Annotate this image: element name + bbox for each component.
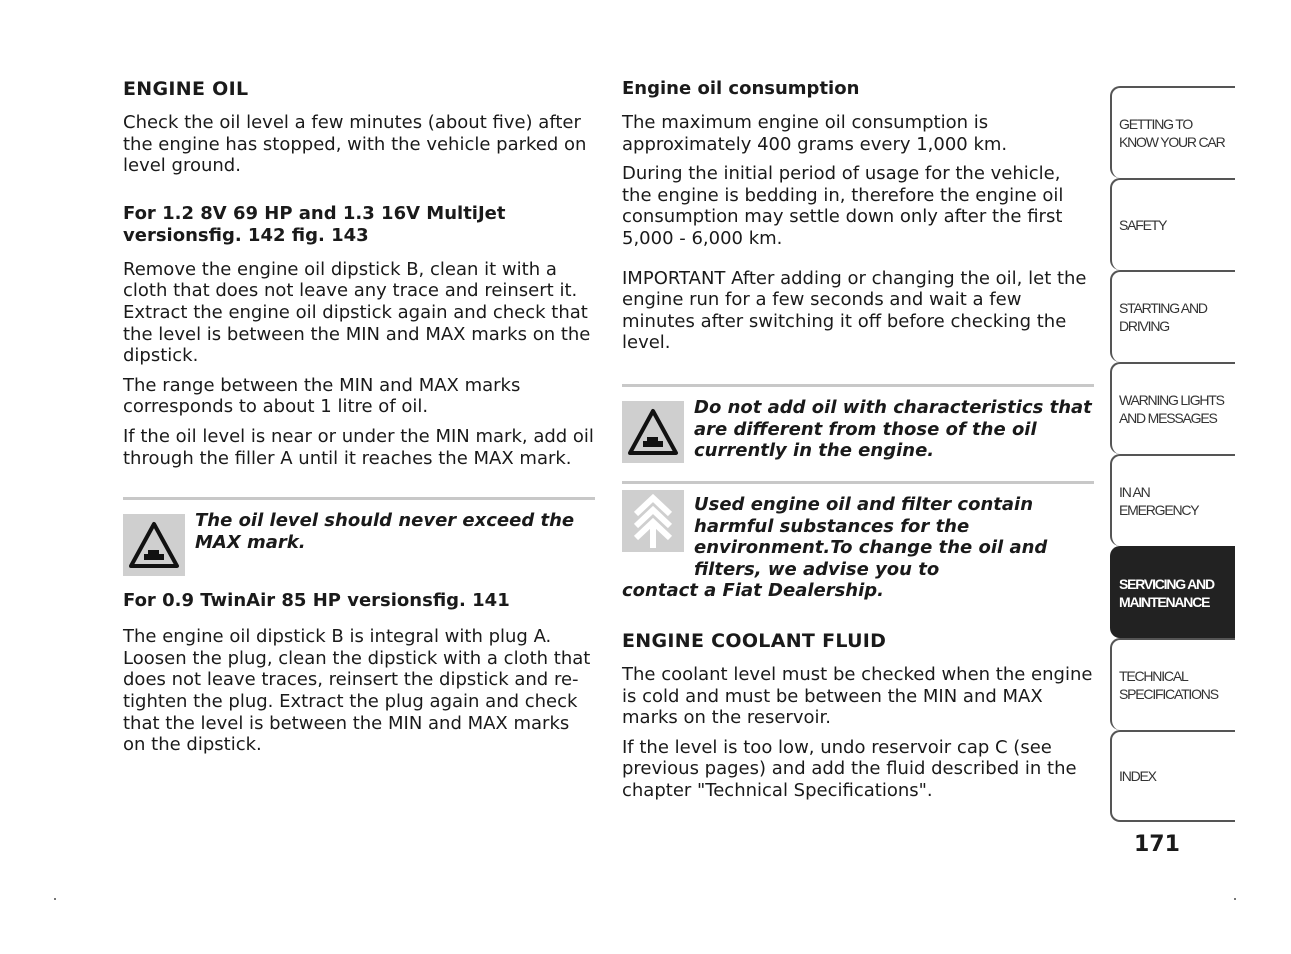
tab-label: GETTING TO KNOW YOUR CAR bbox=[1119, 116, 1225, 150]
tab-safety[interactable] bbox=[1110, 178, 1235, 270]
chapter-tabs bbox=[1110, 86, 1235, 822]
warning-text: The oil level should never exceed the MAX mark. bbox=[195, 510, 575, 553]
section-title-engine-oil: ENGINE OIL bbox=[123, 78, 249, 100]
tab-starting-driving[interactable] bbox=[1110, 270, 1235, 362]
tab-label: TECHNICAL SPECIFICATIONS bbox=[1119, 668, 1218, 702]
paragraph: During the initial period of usage for the vehicle, the engine is bedding in, therefore the engine oil consumption may settle down only after the first 5,000 - 6,000 km. bbox=[622, 163, 1064, 249]
left-column bbox=[123, 78, 595, 764]
paragraph: The range between the MIN and MAX marks corresponds to about 1 litre of oil. bbox=[123, 374, 521, 418]
paragraph: The engine oil dipstick B is integral with plug A. Loosen the plug, clean the dipstick with a cloth that does not leave traces, reinsert the dipstick and re-tighten the plug. Extract the plug again and check that the level is between the MIN and MAX marks on the dipstick. bbox=[123, 626, 591, 756]
paragraph: Check the oil level a few minutes (about five) after the engine has stopped, with the vehicle parked on level ground. bbox=[123, 112, 587, 177]
tab-index[interactable] bbox=[1110, 730, 1235, 822]
paragraph: IMPORTANT After adding or changing the oil, let the engine run for a few seconds and wait a few minutes after switching it off before checking the level. bbox=[622, 267, 1087, 354]
tab-getting-to-know[interactable] bbox=[1110, 86, 1235, 178]
tab-emergency[interactable] bbox=[1110, 454, 1235, 546]
environment-box bbox=[622, 481, 1094, 602]
tab-label: SAFETY bbox=[1119, 217, 1167, 233]
subheading-versions: For 1.2 8V 69 HP and 1.3 16V MultiJet versionsfig. 142 fig. 143 bbox=[123, 202, 506, 246]
section-title-coolant: ENGINE COOLANT FLUID bbox=[622, 629, 887, 652]
warning-box bbox=[123, 497, 595, 576]
warning-text: Do not add oil with characteristics that are different from those of the oil currently in the engine. bbox=[694, 396, 1092, 462]
tab-servicing-maintenance[interactable] bbox=[1110, 546, 1235, 638]
tab-label: INDEX bbox=[1119, 768, 1156, 784]
environment-text: Used engine oil and filter contain harmful substances for the environment.To change the oil and filters, we advise you to bbox=[694, 493, 1048, 580]
crop-mark bbox=[54, 898, 56, 900]
middle-column bbox=[622, 78, 1094, 809]
tab-warning-lights[interactable] bbox=[1110, 362, 1235, 454]
tab-label: STARTING AND DRIVING bbox=[1119, 300, 1207, 334]
warning-box bbox=[622, 384, 1094, 463]
warning-triangle-car-icon bbox=[123, 514, 185, 576]
environment-tree-icon bbox=[622, 490, 684, 552]
paragraph: If the level is too low, undo reservoir cap C (see previous pages) and add the fluid described in the chapter "Technical Specifications". bbox=[622, 736, 1077, 801]
paragraph: If the oil level is near or under the MIN mark, add oil through the filler A until it reaches the MAX mark. bbox=[123, 425, 594, 469]
page-number: 171 bbox=[1134, 832, 1180, 857]
tab-label: WARNING LIGHTS AND MESSAGES bbox=[1119, 392, 1224, 426]
tab-label: SERVICING AND MAINTENANCE bbox=[1119, 576, 1214, 610]
paragraph: Remove the engine oil dipstick B, clean it with a cloth that does not leave any trace and reinsert it. Extract the engine oil dipstick again and check that the level is between the MIN and MAX marks on the dipstick. bbox=[123, 258, 591, 367]
subheading-twinair: For 0.9 TwinAir 85 HP versionsfig. 141 bbox=[123, 590, 510, 612]
environment-text-end: contact a Fiat Dealership. bbox=[622, 580, 885, 602]
tab-technical-specifications[interactable] bbox=[1110, 638, 1235, 730]
paragraph: The coolant level must be checked when the engine is cold and must be between the MIN and MAX marks on the reservoir. bbox=[622, 663, 1093, 729]
warning-triangle-car-icon bbox=[622, 401, 684, 463]
subheading-consumption: Engine oil consumption bbox=[622, 78, 860, 99]
paragraph: The maximum engine oil consumption is approximately 400 grams every 1,000 km. bbox=[622, 112, 1008, 155]
tab-label: IN AN EMERGENCY bbox=[1119, 484, 1199, 518]
crop-mark bbox=[1234, 898, 1236, 900]
